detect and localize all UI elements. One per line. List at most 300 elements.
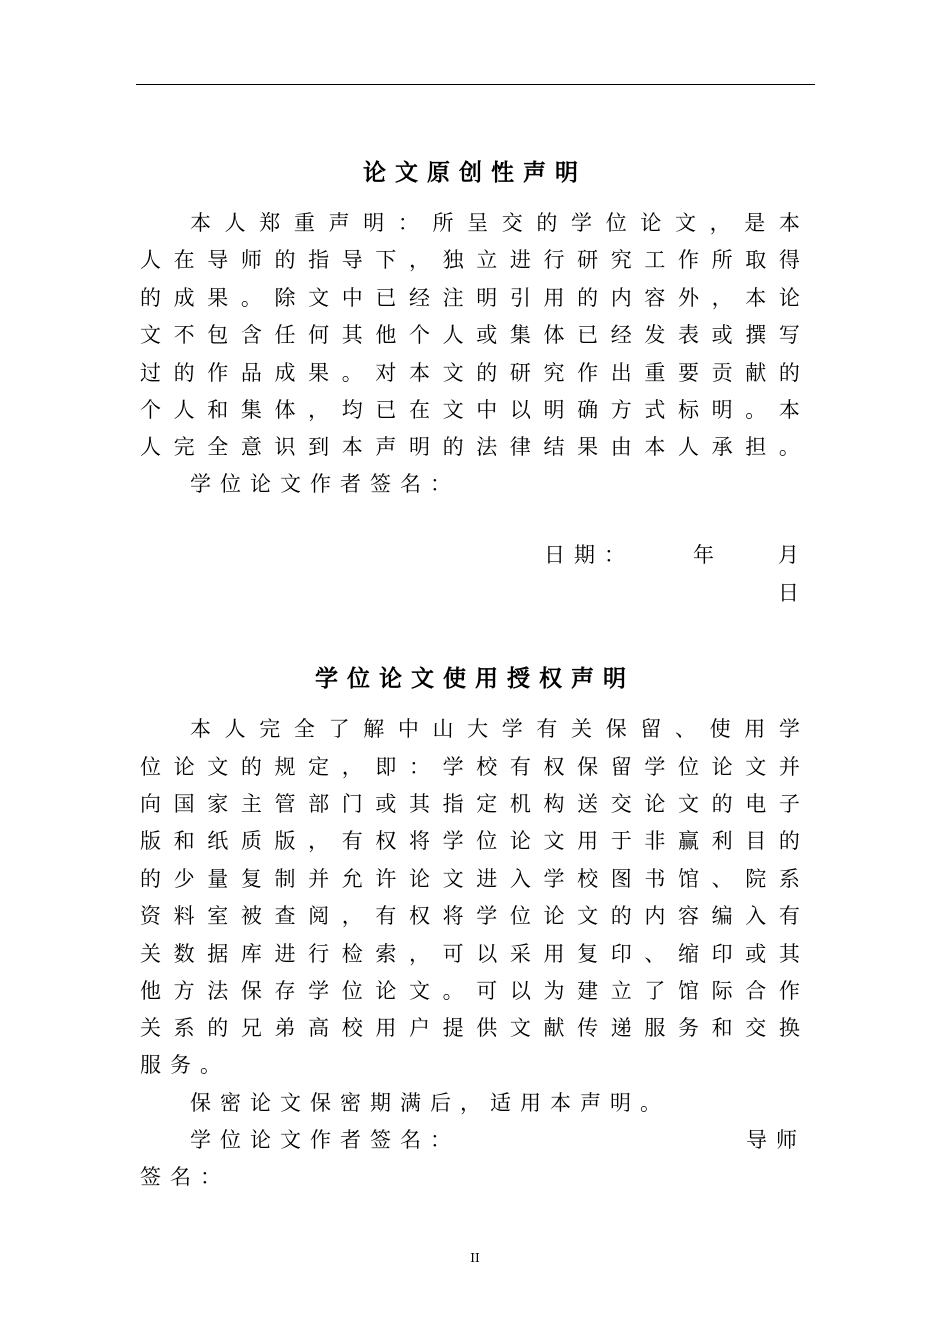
text-char: 学 <box>442 755 464 779</box>
text-char: 承 <box>711 435 733 459</box>
text-char: 成 <box>173 286 195 310</box>
text-char: 有 <box>341 829 363 853</box>
text-char: 印 <box>610 942 632 966</box>
text-char: 本 <box>778 211 800 235</box>
text-char: ： <box>409 755 430 779</box>
text-char: 务 <box>678 1016 699 1040</box>
text-char: 的 <box>140 286 161 310</box>
text-char: 版 <box>274 829 296 853</box>
text-char: 下 <box>375 248 397 272</box>
text-char: 已 <box>375 398 397 422</box>
text-char: 阅 <box>308 904 330 928</box>
text-char: 取 <box>745 248 767 272</box>
text-char: 或 <box>476 323 498 347</box>
originality-line-6 <box>140 395 800 425</box>
text-char: 定 <box>308 755 330 779</box>
text-char: 学 <box>571 211 593 235</box>
text-char: 论 <box>711 755 733 779</box>
text-char: 位 <box>140 755 161 779</box>
text-char: 将 <box>409 829 430 853</box>
text-char: 的 <box>778 361 800 385</box>
text-char: 本 <box>341 435 363 459</box>
originality-title: 论文原创性声明 <box>363 160 587 186</box>
text-char: 研 <box>577 248 599 272</box>
text-char: 。 <box>745 398 767 422</box>
text-char: 中 <box>397 717 419 741</box>
text-char: 。 <box>240 286 262 310</box>
text-char: 量 <box>207 867 229 891</box>
text-char: 关 <box>140 942 161 966</box>
text-char: 人 <box>678 435 699 459</box>
text-char: 式 <box>644 398 666 422</box>
text-char: ， <box>341 904 363 928</box>
text-char: 在 <box>409 398 430 422</box>
text-char: 过 <box>140 361 161 385</box>
text-char: 建 <box>577 979 599 1003</box>
text-char: 文 <box>442 867 464 891</box>
text-char: 标 <box>678 398 699 422</box>
text-char: 留 <box>610 755 632 779</box>
authorization-line-8 <box>140 976 800 1006</box>
text-char: 究 <box>543 361 565 385</box>
text-char: 其 <box>341 323 363 347</box>
text-char: 集 <box>509 323 531 347</box>
text-char: 以 <box>509 398 531 422</box>
text-char: 行 <box>543 248 565 272</box>
text-char: 由 <box>610 435 632 459</box>
text-char: 递 <box>610 1016 632 1040</box>
text-char: 体 <box>543 323 565 347</box>
text-char: 数 <box>173 942 195 966</box>
text-char: 作 <box>207 361 229 385</box>
text-char: 人 <box>173 398 195 422</box>
year-label: 年 <box>693 543 723 567</box>
text-char: 学 <box>778 717 800 741</box>
text-char: 利 <box>711 829 733 853</box>
text-char: 何 <box>308 323 330 347</box>
text-char: ， <box>409 248 430 272</box>
text-char: 家 <box>207 792 229 816</box>
text-char: 工 <box>644 248 666 272</box>
text-char: 论 <box>375 979 397 1003</box>
text-char: 中 <box>476 398 498 422</box>
text-char: 本 <box>190 211 211 235</box>
text-char: 合 <box>745 979 767 1003</box>
text-char: 师 <box>240 248 262 272</box>
authorization-line-1 <box>190 714 800 744</box>
text-char: 际 <box>711 979 733 1003</box>
text-char: 已 <box>577 323 599 347</box>
authorization-line-4 <box>140 826 800 856</box>
text-char: 系 <box>778 867 800 891</box>
text-char: 位 <box>678 755 699 779</box>
supervisor-label-part1: 导师 <box>746 1128 806 1152</box>
text-char: 交 <box>610 792 632 816</box>
text-char: 大 <box>467 717 489 741</box>
text-char: 门 <box>341 792 363 816</box>
date-label: 日期： <box>544 543 634 567</box>
text-char: 文 <box>409 979 430 1003</box>
text-char: 校 <box>341 1016 363 1040</box>
text-char: 并 <box>778 755 800 779</box>
text-char: 或 <box>745 942 767 966</box>
text-char: 撰 <box>745 323 767 347</box>
text-char: 关 <box>140 1016 161 1040</box>
page-number: II <box>470 1251 480 1265</box>
text-char: ： <box>397 211 419 235</box>
text-char: 论 <box>509 829 531 853</box>
text-char: 成 <box>274 361 296 385</box>
text-char: 弟 <box>274 1016 296 1040</box>
text-char: 即 <box>375 755 397 779</box>
text-char: 复 <box>240 867 262 891</box>
text-char: 经 <box>409 286 430 310</box>
text-char: 传 <box>577 1016 599 1040</box>
text-char: 的 <box>577 286 599 310</box>
text-char: 向 <box>140 792 161 816</box>
text-char: 校 <box>577 867 599 891</box>
text-char: 本 <box>778 398 800 422</box>
text-char: 用 <box>375 1016 397 1040</box>
month-label: 月 <box>778 543 808 567</box>
text-char: 声 <box>328 211 350 235</box>
text-char: 印 <box>711 942 733 966</box>
text-char: 其 <box>409 792 430 816</box>
text-char: 经 <box>610 323 632 347</box>
text-char: 对 <box>375 361 397 385</box>
text-char: 论 <box>640 211 662 235</box>
authorization-line-3 <box>140 789 800 819</box>
authorization-line-10: 服务。 <box>140 1053 230 1077</box>
text-char: 指 <box>308 248 330 272</box>
text-char: 的 <box>778 829 800 853</box>
text-char: 人 <box>224 211 246 235</box>
text-char: 赢 <box>678 829 699 853</box>
text-char: 集 <box>240 398 262 422</box>
text-char: 法 <box>207 979 229 1003</box>
text-char: 得 <box>778 248 800 272</box>
text-char: 或 <box>375 792 397 816</box>
text-char: 到 <box>308 435 330 459</box>
text-char: 用 <box>577 829 599 853</box>
text-char: 规 <box>274 755 296 779</box>
text-char: 山 <box>432 717 454 741</box>
originality-line-2 <box>140 245 800 275</box>
text-char: 外 <box>678 286 699 310</box>
text-char: 在 <box>173 248 195 272</box>
text-char: 学 <box>476 904 498 928</box>
text-char: 以 <box>509 979 531 1003</box>
text-char: 本 <box>409 361 430 385</box>
text-char: 有 <box>375 904 397 928</box>
text-char: 、 <box>711 867 733 891</box>
text-char: 他 <box>375 323 397 347</box>
text-char: 内 <box>644 904 666 928</box>
day-label: 日 <box>778 581 808 605</box>
text-char: 的 <box>274 248 296 272</box>
text-char: 换 <box>778 1016 800 1040</box>
text-char: 文 <box>678 792 699 816</box>
text-char: 其 <box>778 942 800 966</box>
text-char: 入 <box>509 867 531 891</box>
text-char: 料 <box>173 904 195 928</box>
text-char: 重 <box>293 211 315 235</box>
text-char: 文 <box>442 361 464 385</box>
text-char: 兄 <box>240 1016 262 1040</box>
text-char: 作 <box>577 361 599 385</box>
text-char: 保 <box>240 979 262 1003</box>
text-char: 馆 <box>678 867 699 891</box>
text-char: 权 <box>375 829 397 853</box>
authorization-line-7 <box>140 939 800 969</box>
text-char: 果 <box>207 286 229 310</box>
text-char: 电 <box>745 792 767 816</box>
text-char: 书 <box>644 867 666 891</box>
text-char: 权 <box>409 904 430 928</box>
text-char: 为 <box>543 979 565 1003</box>
text-char: 或 <box>711 323 733 347</box>
text-char: 任 <box>274 323 296 347</box>
text-char: 非 <box>644 829 666 853</box>
text-char: 的 <box>610 904 632 928</box>
text-char: 的 <box>711 792 733 816</box>
text-char: 行 <box>308 942 330 966</box>
text-char: 全 <box>207 435 229 459</box>
text-char: 采 <box>509 942 531 966</box>
text-char: 发 <box>644 323 666 347</box>
text-char: 文 <box>674 211 696 235</box>
text-char: 。 <box>442 979 464 1003</box>
text-char: 位 <box>476 829 498 853</box>
text-char: 献 <box>745 361 767 385</box>
text-char: 果 <box>308 361 330 385</box>
text-char: ， <box>711 286 733 310</box>
text-char: 论 <box>644 792 666 816</box>
text-char: 和 <box>711 1016 733 1040</box>
text-char: 学 <box>308 979 330 1003</box>
originality-line-5 <box>140 358 800 388</box>
text-char: 进 <box>509 248 531 272</box>
text-char: 结 <box>543 435 565 459</box>
text-char: 留 <box>640 717 662 741</box>
text-char: 文 <box>543 829 565 853</box>
text-char: 目 <box>745 829 767 853</box>
originality-line-4 <box>140 320 800 350</box>
text-char: 本 <box>190 717 211 741</box>
text-char: 识 <box>274 435 296 459</box>
text-char: 呈 <box>467 211 489 235</box>
text-char: 是 <box>744 211 766 235</box>
text-char: 定 <box>476 792 498 816</box>
text-char: 主 <box>240 792 262 816</box>
text-char: 位 <box>509 904 531 928</box>
text-char: 体 <box>274 398 296 422</box>
text-char: 并 <box>308 867 330 891</box>
text-char: 重 <box>644 361 666 385</box>
text-char: 版 <box>140 829 161 853</box>
text-char: 构 <box>543 792 565 816</box>
text-char: 进 <box>476 867 498 891</box>
text-char: 明 <box>543 398 565 422</box>
text-char: 进 <box>274 942 296 966</box>
text-char: 高 <box>308 1016 330 1040</box>
text-char: 贡 <box>711 361 733 385</box>
text-char: 子 <box>778 792 800 816</box>
text-char: 供 <box>476 1016 498 1040</box>
text-char: 交 <box>501 211 523 235</box>
text-char: 和 <box>173 829 195 853</box>
text-char: 的 <box>240 755 262 779</box>
text-char: 立 <box>610 979 632 1003</box>
text-char: 除 <box>274 286 296 310</box>
text-char: 论 <box>409 867 430 891</box>
text-char: 的 <box>476 361 498 385</box>
text-char: 。 <box>778 435 800 459</box>
text-char: 完 <box>173 435 195 459</box>
text-char: 要 <box>678 361 699 385</box>
text-char: 个 <box>140 398 161 422</box>
text-char: 郑 <box>259 211 281 235</box>
text-char: 学 <box>644 755 666 779</box>
text-char: 立 <box>476 248 498 272</box>
text-char: 了 <box>644 979 666 1003</box>
text-char: 文 <box>577 904 599 928</box>
text-char: 院 <box>745 867 767 891</box>
text-char: 有 <box>778 904 800 928</box>
text-char: 学 <box>543 867 565 891</box>
text-char: 权 <box>543 755 565 779</box>
text-char: 文 <box>207 755 229 779</box>
text-char: 校 <box>476 755 498 779</box>
text-char: 制 <box>274 867 296 891</box>
text-char: 位 <box>605 211 627 235</box>
text-char: 服 <box>644 1016 666 1040</box>
text-char: 论 <box>778 286 800 310</box>
text-char: 交 <box>745 1016 767 1040</box>
text-char: 资 <box>140 904 161 928</box>
text-char: 管 <box>274 792 296 816</box>
text-char: 全 <box>293 717 315 741</box>
text-char: 的 <box>536 211 558 235</box>
text-char: 作 <box>778 979 800 1003</box>
text-char: 法 <box>476 435 498 459</box>
text-char: 引 <box>509 286 531 310</box>
text-char: 文 <box>509 1016 531 1040</box>
text-char: 确 <box>577 398 599 422</box>
text-char: 出 <box>610 361 632 385</box>
text-char: 保 <box>577 755 599 779</box>
text-char: 有 <box>509 755 531 779</box>
text-char: 文 <box>308 286 330 310</box>
text-char: 可 <box>476 979 498 1003</box>
supervisor-label-part2: 签名： <box>140 1165 230 1189</box>
text-char: 检 <box>341 942 363 966</box>
authorization-line-6 <box>140 901 800 931</box>
text-char: 律 <box>509 435 531 459</box>
text-char: ， <box>341 755 363 779</box>
text-char: 质 <box>240 829 262 853</box>
text-char: 注 <box>442 286 464 310</box>
text-char: 的 <box>207 1016 229 1040</box>
text-char: 内 <box>610 286 632 310</box>
text-char: 导 <box>341 248 363 272</box>
text-char: 以 <box>476 942 498 966</box>
text-char: 馆 <box>678 979 699 1003</box>
text-char: 用 <box>543 286 565 310</box>
text-char: 方 <box>173 979 195 1003</box>
text-char: 他 <box>140 979 161 1003</box>
text-char: 编 <box>711 904 733 928</box>
text-char: 被 <box>240 904 262 928</box>
text-char: 将 <box>442 904 464 928</box>
text-char: 图 <box>610 867 632 891</box>
text-char: 人 <box>140 435 161 459</box>
text-char: 解 <box>363 717 385 741</box>
text-char: 于 <box>610 829 632 853</box>
text-char: 含 <box>240 323 262 347</box>
text-char: ， <box>308 398 330 422</box>
text-char: 容 <box>644 286 666 310</box>
text-char: 文 <box>442 398 464 422</box>
text-char: 人 <box>442 323 464 347</box>
text-char: 复 <box>577 942 599 966</box>
text-char: 提 <box>442 1016 464 1040</box>
text-char: 部 <box>308 792 330 816</box>
text-char: 少 <box>173 867 195 891</box>
authorization-line-2 <box>140 752 800 782</box>
authorization-line-5 <box>140 864 800 894</box>
text-char: 有 <box>536 717 558 741</box>
text-char: 容 <box>678 904 699 928</box>
originality-line-3 <box>140 283 800 313</box>
text-char: 用 <box>543 942 565 966</box>
text-char: 人 <box>140 248 161 272</box>
text-char: 已 <box>375 286 397 310</box>
text-char: 了 <box>328 717 350 741</box>
text-char: 究 <box>610 248 632 272</box>
text-char: 完 <box>259 717 281 741</box>
text-char: 使 <box>709 717 731 741</box>
text-char: 导 <box>207 248 229 272</box>
author-signature-label: 学位论文作者签名： <box>190 1128 460 1152</box>
text-char: 写 <box>778 323 800 347</box>
text-char: 和 <box>207 398 229 422</box>
text-char: ， <box>308 829 330 853</box>
text-char: 包 <box>207 323 229 347</box>
text-char: 献 <box>543 1016 565 1040</box>
authorization-line-9 <box>140 1013 800 1043</box>
text-char: 户 <box>409 1016 430 1040</box>
originality-line-7 <box>140 432 800 462</box>
originality-line-1 <box>190 208 800 238</box>
text-char: 的 <box>442 435 464 459</box>
text-char: 学 <box>501 717 523 741</box>
text-char: 送 <box>577 792 599 816</box>
text-char: 所 <box>711 248 733 272</box>
text-char: 库 <box>240 942 262 966</box>
text-char: ， <box>409 942 430 966</box>
text-char: 许 <box>375 867 397 891</box>
text-char: 允 <box>341 867 363 891</box>
text-char: 中 <box>341 286 363 310</box>
authorization-title: 学位论文使用授权声明 <box>315 666 635 692</box>
text-char: 、 <box>644 942 666 966</box>
text-char: 人 <box>224 717 246 741</box>
text-char: 据 <box>207 942 229 966</box>
text-char: 品 <box>240 361 262 385</box>
text-char: 果 <box>577 435 599 459</box>
text-char: 可 <box>442 942 464 966</box>
